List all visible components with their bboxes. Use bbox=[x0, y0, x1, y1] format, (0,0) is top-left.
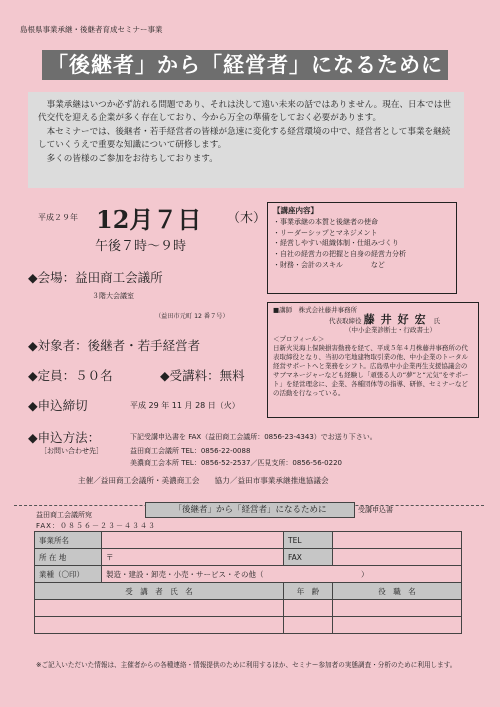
deadline-value: 平成 29 年 11 月 28 日（火） bbox=[130, 401, 240, 410]
venue-room: ３階大会議室 bbox=[92, 292, 134, 300]
attendee-age-field[interactable] bbox=[284, 600, 333, 617]
application-form bbox=[34, 531, 462, 634]
program-header: 島根県事業承継・後継者育成セミナー事業 bbox=[20, 25, 163, 34]
course-item: ・事業承継の本質と後継者の使命 bbox=[273, 217, 378, 226]
intro-paragraph: 多くの皆様のご参加をお待ちしております。 bbox=[38, 153, 218, 164]
course-item: ・リーダーシップとマネジメント bbox=[273, 228, 378, 237]
title-banner bbox=[42, 50, 448, 80]
date-year: 平成２９年 bbox=[38, 213, 78, 222]
lecturer-company: ■講師 株式会社藤井事務所 bbox=[273, 306, 358, 314]
deadline-label: ◆申込締切 bbox=[28, 398, 88, 413]
attendee-name-field[interactable] bbox=[35, 600, 284, 617]
time-range: 午後７時〜９時 bbox=[95, 239, 187, 254]
attendee-position-field[interactable] bbox=[333, 600, 462, 617]
intro-paragraph: 本セミナーでは、後継者・若手経営者の皆様が急速に変化する経営環境の中で、経営者として事業を継続していくうえで重要な知識について研修します。 bbox=[38, 126, 451, 151]
industry-options[interactable]: 製造・建設・卸売・小売・サービス・その他（ ） bbox=[102, 566, 462, 583]
form-recipient: 益田商工会議所宛 bbox=[36, 511, 92, 519]
course-item: ・経営しやすい組織体制・仕組みづくり bbox=[273, 239, 399, 248]
course-box bbox=[267, 202, 457, 294]
intro-box bbox=[28, 92, 464, 188]
contact-line: 益田商工会議所 TEL：0856-22-0088 bbox=[130, 447, 251, 455]
attendee-name-field[interactable] bbox=[35, 617, 284, 634]
lecturer-suffix: 氏 bbox=[433, 317, 441, 325]
form-title: 「後継者」から「経営者」になるために bbox=[145, 502, 355, 518]
method-label: ◆申込方法： bbox=[28, 430, 101, 445]
address-label: 所 在 地 bbox=[35, 549, 102, 566]
method-value: 下記受講申込書を FAX（益田商工会議所：0856-23-4343）でお送り下さい。 bbox=[130, 433, 377, 441]
attendee-age-field[interactable] bbox=[284, 617, 333, 634]
venue-address: （益田市元町 12 番７号） bbox=[155, 313, 229, 320]
tel-field[interactable] bbox=[333, 532, 462, 549]
target-label: ◆対象者：後継者・若手経営者 bbox=[28, 338, 201, 353]
intro-paragraph: 事業承継はいつか必ず訪れる問題であり、それは決して遠い未来の話ではありません。現在、日本では世代交代を迎える企業が多く存在しており、今から万全の準備をしておく必要があります。 bbox=[38, 100, 452, 124]
date-weekday: （木） bbox=[227, 211, 267, 226]
course-heading: 【講座内容】 bbox=[273, 206, 318, 215]
capacity-label: ◆定員：５０名 bbox=[28, 368, 113, 383]
company-field[interactable] bbox=[102, 532, 284, 549]
organizer: 主催／益田商工会議所・美濃商工会 協力／益田市事業承継推進協議会 bbox=[78, 476, 329, 485]
age-column-header: 年 齢 bbox=[284, 583, 333, 600]
position-column-header: 役 職 名 bbox=[333, 583, 462, 600]
fax-label: FAX bbox=[284, 549, 333, 566]
course-item: ・財務・会計のスキル など bbox=[273, 260, 385, 269]
name-column-header: 受 講 者 氏 名 bbox=[35, 583, 284, 600]
industry-label: 業種（〇印） bbox=[35, 566, 102, 583]
page-title: 「後継者」から「経営者」になるために bbox=[47, 52, 443, 77]
address-field[interactable]: 〒 bbox=[102, 549, 284, 566]
tel-label: TEL bbox=[284, 532, 333, 549]
lecturer-role: 代表取締役 bbox=[329, 317, 362, 325]
date-main: 12月７日 bbox=[96, 205, 202, 234]
fee-label: ◆受講料：無料 bbox=[160, 368, 245, 383]
venue-label: ◆会場：益田商工会議所 bbox=[28, 270, 163, 285]
form-subtitle: 受講申込書 bbox=[358, 506, 393, 514]
lecturer-quals: （中小企業診断士・行政書士） bbox=[345, 326, 436, 334]
attendee-position-field[interactable] bbox=[333, 617, 462, 634]
course-item: ・自社の経営力の把握と自身の経営力分析 bbox=[273, 250, 406, 259]
lecturer-box bbox=[267, 302, 479, 418]
lecturer-name: 藤井好宏 bbox=[363, 313, 432, 326]
contact-line: 美濃商工会本所 TEL：0856-52-2537／匹見支所：0856-56-0220 bbox=[130, 459, 342, 467]
privacy-footnote: ※ご記入いただいた情報は、主催者からの各種連絡・情報提供のために利用するほか、セミナー参加者の実態調査・分析のために利用します。 bbox=[36, 661, 457, 669]
contact-label: ［お問い合わせ先］ bbox=[40, 447, 103, 455]
fax-field[interactable] bbox=[333, 549, 462, 566]
company-label: 事業所名 bbox=[35, 532, 102, 549]
profile-text: 日新火災海上保険損害勤務を経て、平成５年４月株藤井事務所の代表取締役となり、当初の宅地建物取引業の他、中小企業のトータル経営サポートへと業務をシフト。広島県中小企業再生支援協議会のサブマネージャーなども経験し「頑張る人の“夢”と“元気”をサポート」を経営理念に、企業、各種団体等の指導、研修、セミナーなどの活動を行なっている。 bbox=[273, 344, 469, 397]
profile-heading: ＜プロフィール＞ bbox=[273, 335, 325, 343]
form-fax: FAX：０８５６－２３－４３４３ bbox=[36, 522, 156, 530]
